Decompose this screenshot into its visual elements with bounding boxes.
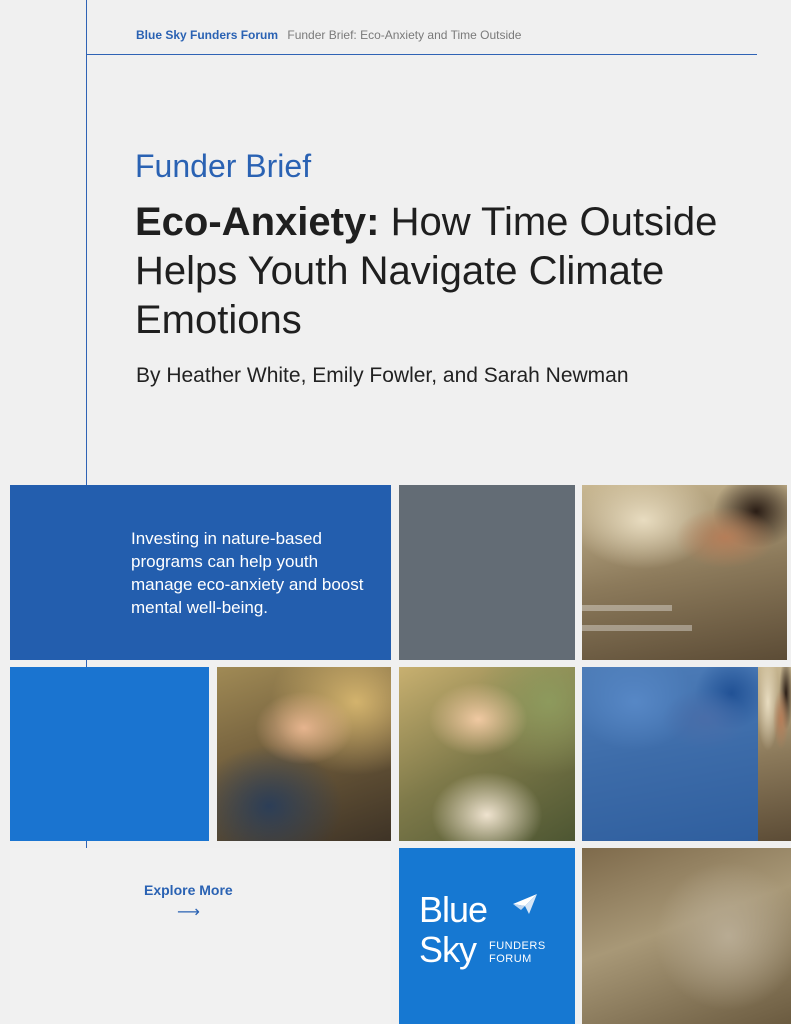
page-title — [135, 198, 735, 345]
photo-stripe — [582, 605, 672, 611]
running-header — [136, 28, 521, 42]
blue-overlay — [582, 667, 758, 841]
promo-tile — [10, 485, 391, 660]
gray-tile — [399, 485, 575, 660]
photo-edge-strip — [758, 667, 791, 841]
photo-stripe — [582, 625, 692, 631]
explore-more-link[interactable]: Explore More — [144, 882, 233, 898]
bird-icon — [511, 892, 539, 916]
title-bold-part: Eco-Anxiety: — [135, 200, 380, 244]
header-doc-title: Funder Brief: Eco-Anxiety and Time Outside — [287, 28, 522, 42]
logo-word-blue: Blue — [419, 889, 488, 930]
arrow-right-icon[interactable]: ⟶ — [177, 904, 200, 921]
title-rest: How Time Outside Helps Youth Navigate Climate Emotions — [135, 200, 718, 342]
logo-word-forum: FORUM — [489, 953, 532, 965]
photo-child-overalls — [582, 848, 791, 1024]
header-org-name: Blue Sky Funders Forum — [136, 28, 279, 42]
blue-sky-logo — [419, 889, 559, 982]
photo-boy-bubbles — [217, 667, 391, 841]
blue-tile — [10, 667, 209, 841]
header-rule — [86, 54, 757, 55]
logo-word-sky: Sky — [419, 929, 477, 970]
photo-laughing-child-top — [582, 485, 787, 660]
byline: By Heather White, Emily Fowler, and Sarah Newman — [136, 364, 629, 387]
cta-tile — [10, 848, 391, 1024]
logo-tile — [399, 848, 575, 1024]
brief-kicker: Funder Brief — [135, 148, 312, 184]
photo-girl-bubbles — [399, 667, 575, 841]
photo-child-blue-overlay — [582, 667, 758, 841]
logo-word-funders: FUNDERS — [489, 940, 546, 952]
promo-text: Investing in nature-based programs can help youth manage eco-anxiety and boost mental well-being. — [131, 529, 364, 617]
